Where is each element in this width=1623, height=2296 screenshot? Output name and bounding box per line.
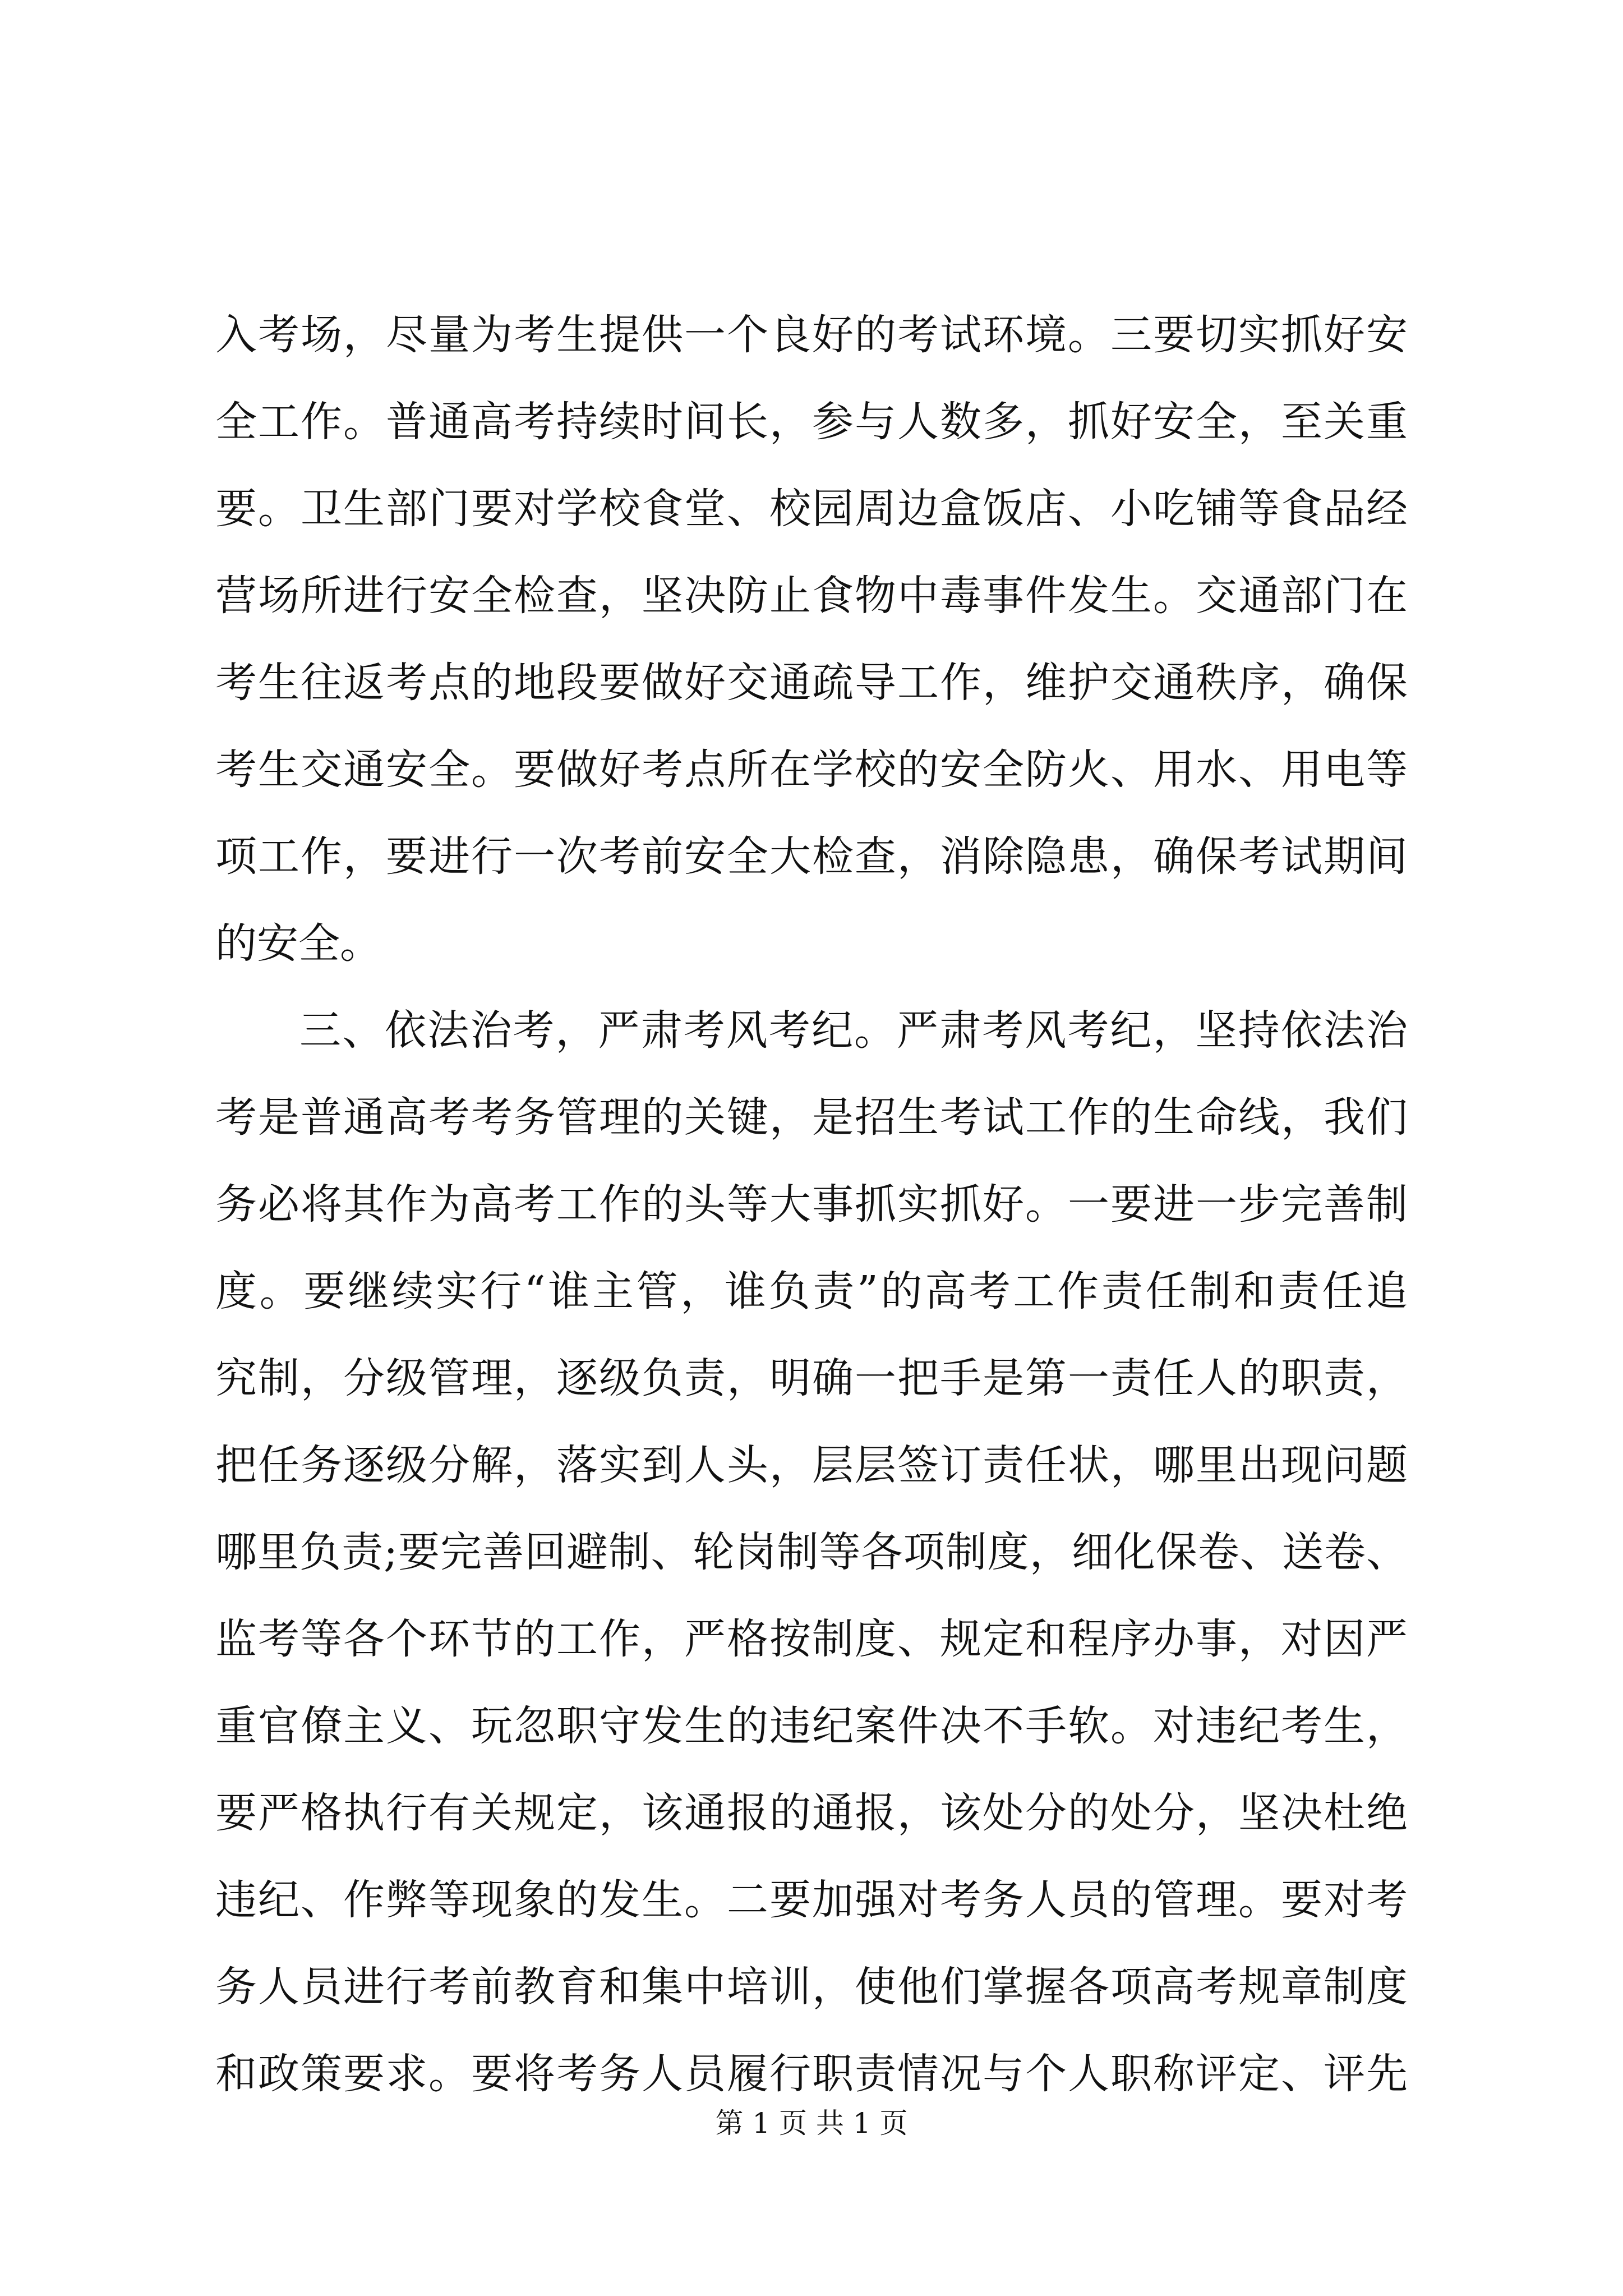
text-line: 要。卫生部门要对学校食堂、校园周边盒饭店、小吃铺等食品经 xyxy=(215,485,1408,533)
text-line: 考生交通安全。要做好考点所在学校的安全防火、用水、用电等 xyxy=(215,746,1408,794)
text-line: 营场所进行安全检查，坚决防止食物中毒事件发生。交通部门在 xyxy=(215,572,1408,620)
text-line: 违纪、作弊等现象的发生。二要加强对考务人员的管理。要对考 xyxy=(215,1876,1408,1924)
document-body xyxy=(215,292,1408,2118)
text-line: 项工作，要进行一次考前安全大检查，消除隐患，确保考试期间 xyxy=(215,832,1408,881)
text-line: 和政策要求。要将考务人员履行职责情况与个人职称评定、评先 xyxy=(215,2050,1408,2098)
text-line: 务必将其作为高考工作的头等大事抓实抓好。一要进一步完善制 xyxy=(215,1180,1408,1228)
text-line: 究制，分级管理，逐级负责，明确一把手是第一责任人的职责， xyxy=(215,1354,1408,1402)
page-number-footer: 第 1 页 共 1 页 xyxy=(715,2107,908,2139)
text-line: 考生往返考点的地段要做好交通疏导工作，维护交通秩序，确保 xyxy=(215,659,1408,707)
text-line: 入考场，尽量为考生提供一个良好的考试环境。三要切实抓好安 xyxy=(215,311,1408,359)
text-line: 务人员进行考前教育和集中培训，使他们掌握各项高考规章制度 xyxy=(215,1963,1408,2011)
text-line: 的安全。 xyxy=(215,919,381,968)
paragraph-heading-line: 三、依法治考，严肃考风考纪。严肃考风考纪，坚持依法治 xyxy=(299,1006,1408,1055)
text-line: 把任务逐级分解，落实到人头，层层签订责任状，哪里出现问题 xyxy=(215,1441,1408,1489)
text-line: 监考等各个环节的工作，严格按制度、规定和程序办事，对因严 xyxy=(215,1615,1408,1663)
text-line: 全工作。普通高考持续时间长，参与人数多，抓好安全，至关重 xyxy=(215,398,1408,446)
text-line: 要严格执行有关规定，该通报的通报，该处分的处分，坚决杜绝 xyxy=(215,1789,1408,1837)
text-line: 重官僚主义、玩忽职守发生的违纪案件决不手软。对违纪考生， xyxy=(215,1702,1408,1750)
text-line: 度。要继续实行“谁主管，谁负责”的高考工作责任制和责任追 xyxy=(215,1267,1408,1315)
text-line: 考是普通高考考务管理的关键，是招生考试工作的生命线，我们 xyxy=(215,1093,1408,1142)
text-line: 哪里负责;要完善回避制、轮岗制等各项制度，细化保卷、送卷、 xyxy=(215,1528,1408,1576)
